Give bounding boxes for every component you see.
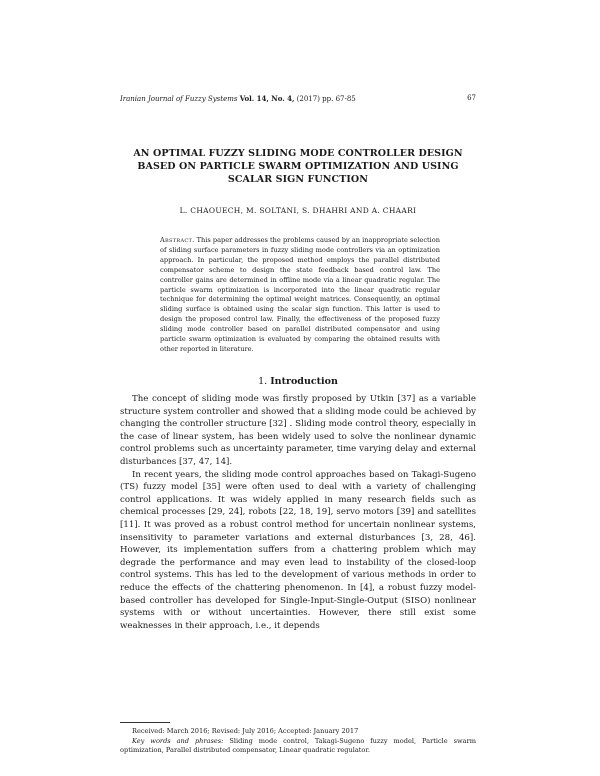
- year-pages: (2017) pp. 67-85: [296, 95, 356, 103]
- body-text: [120, 393, 476, 632]
- running-header: [120, 94, 476, 104]
- received-dates: Received: March 2016; Revised: July 2016; Accepted: January 2017: [132, 727, 359, 735]
- paragraph: The concept of sliding mode was firstly proposed by Utkin [37] as a variable structure system controller and showed that a sliding mode could be achieved by changing the controller structure [32] . Sliding mode control theory, especially in the case of linear system, has been widely used to solve the nonlinear dynamic control problems such as uncertainty parameter, time varying delay and external disturbances [37, 47, 14].: [120, 394, 476, 467]
- abstract: [160, 236, 440, 355]
- section-heading: [120, 376, 476, 387]
- paragraph: In recent years, the sliding mode control approaches based on Takagi-Sugeno (TS) fuzzy model [35] were often used to deal with a variety of challenging control applications. It was widely applied in many research fields such as chemical processes [29, 24], robots [22, 18, 19], servo motors [39] and satellites [11]. It was proved as a robust control method for uncertain nonlinear systems, insensitivity to parameter variations and external disturbances [3, 28, 46]. However, its implementation suffers from a chattering problem which may degrade the performance and may even lead to instability of the closed-loop control systems. This has led to the development of various methods in order to reduce the effects of the chattering phenomenon. In [4], a robust fuzzy model-based controller has developed for Single-Input-Single-Output (SISO) nonlinear systems with or without uncertainties. However, there still exist some weaknesses in their approach, i.e., it depends: [120, 469, 476, 631]
- keywords: [120, 737, 476, 756]
- page-number: 67: [467, 94, 476, 102]
- abstract-text: This paper addresses the problems caused by an inappropriate selection of sliding surface parameters in fuzzy sliding mode controllers via an optimization approach. In particular, the proposed method employs the parallel distributed compensator scheme to design the state feedback based control law. The controller gains are determined in offline mode via a linear quadratic regular. The particle swarm optimization is incorporated into the linear quadratic regular technique for determining the optimal weight matrices. Consequently, an optimal sliding surface is obtained using the scalar sign function. This latter is used to design the proposed control law. Finally, the effectiveness of the proposed fuzzy sliding mode controller based on parallel distributed compensator and using particle swarm optimization is evaluated by comparing the obtained results with other reported in literature.: [160, 236, 440, 353]
- keywords-text: Sliding mode control, Takagi-Sugeno fuzzy model, Particle swarm optimization, Parallel distributed compensator, Linear quadratic regulator.: [120, 736, 476, 754]
- footnotes: [120, 727, 476, 756]
- footnote-divider: [120, 722, 170, 723]
- journal-name: Iranian Journal of Fuzzy Systems: [120, 95, 238, 103]
- abstract-label: Abstract.: [160, 236, 195, 244]
- section-number: 1.: [258, 376, 268, 387]
- paper-title: AN OPTIMAL FUZZY SLIDING MODE CONTROLLER DESIGN BASED ON PARTICLE SWARM OPTIMIZATION AND USING SCALAR SIGN FUNCTION: [133, 148, 463, 185]
- keywords-label: Key words and phrases:: [132, 736, 224, 745]
- volume-info: Vol. 14, No. 4,: [239, 94, 295, 103]
- section-title: Introduction: [270, 376, 338, 387]
- authors: L. CHAOUECH, M. SOLTANI, S. DHAHRI AND A. CHAARI: [179, 206, 417, 215]
